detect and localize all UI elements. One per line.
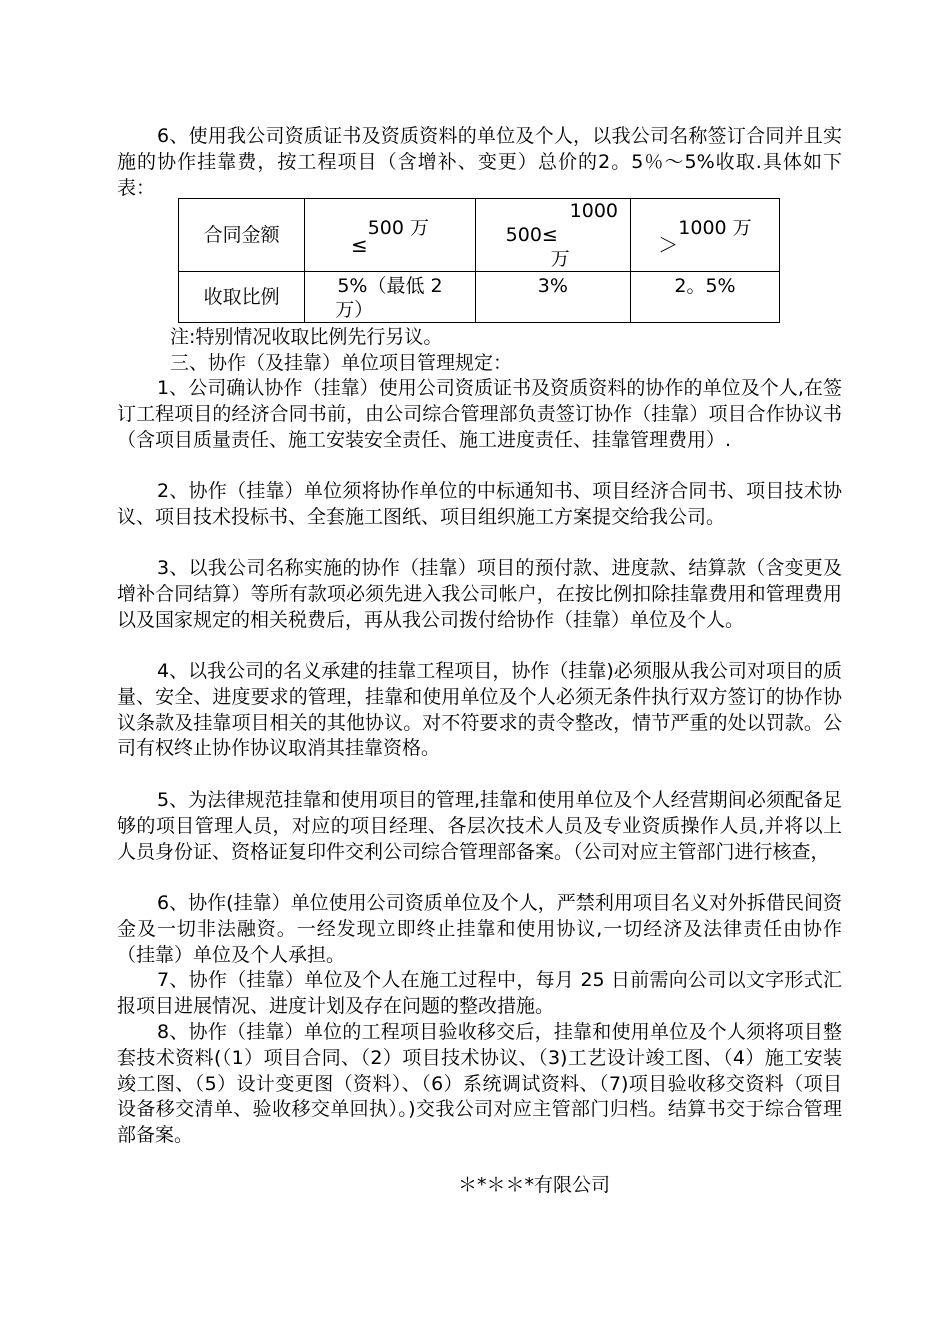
table-cell	[630, 199, 779, 272]
rule-paragraph-3: 3、以我公司名称实施的协作（挂靠）项目的预付款、进度款、结算款（含变更及增补合同结算）等所有款项必须先进入我公司帐户，在按比例扣除挂靠费用和管理费用以及国家规定的相关税费后，再从我公司拨付给协作（挂靠）单位及个人。	[117, 557, 842, 631]
rule-paragraph-6: 6、协作(挂靠）单位使用公司资质单位及个人，严禁利用项目名义对外拆借民间资金及一切非法融资。一经发现立即终止挂靠和使用协议,一切经济及法律责任由协作（挂靠）单位及个人承担。	[117, 892, 842, 966]
rate-tier1-line2: 万）	[335, 299, 374, 321]
section-heading: 三、协作（及挂靠）单位项目管理规定：	[170, 352, 513, 374]
range-unit: 万	[550, 248, 570, 270]
range-prefix: 500≤	[505, 224, 558, 246]
table-row	[179, 199, 780, 272]
table-cell	[305, 199, 475, 272]
threshold-over-1000: 1000 万	[678, 216, 752, 239]
leq-symbol: ≤	[350, 232, 368, 257]
gt-symbol: ＞	[658, 232, 679, 257]
table-header-label	[179, 199, 305, 272]
paragraph-fee-rule: 6、使用我公司资质证书及资质资料的单位及个人，以我公司名称签订合同并且实施的协作挂靠费，按工程项目（含增补、变更）总价的2。5％～5%收取.具体如下表：	[117, 125, 842, 199]
table-cell	[475, 272, 630, 323]
rate-tier2: 3%	[537, 275, 568, 297]
rate-label: 收取比例	[203, 286, 280, 308]
table-row	[179, 272, 780, 323]
threshold-1000: 1000	[569, 200, 618, 222]
rule-paragraph-8: 8、协作（挂靠）单位的工程项目验收移交后，挂靠和使用单位及个人须将项目整套技术资料(（1）项目合同、（2）项目技术协议、（3)工艺设计竣工图、（4）施工安装竣工图、（5）设计变更图（资料）、（6）系统调试资料、（7)项目验收移交资料（项目设备移交清单、验收移交单回执）。)交我公司对应主管部门归档。结算书交于综合管理部备案。	[117, 1021, 842, 1147]
rule-paragraph-2: 2、协作（挂靠）单位须将协作单位的中标通知书、项目经济合同书、项目技术协议、项目技术投标书、全套施工图纸、项目组织施工方案提交给我公司。	[117, 480, 842, 528]
range-500-1000	[488, 199, 618, 271]
company-signature: ＊*＊＊*有限公司	[458, 1174, 611, 1196]
table-note: 注:特别情况收取比例先行另议。	[170, 326, 443, 348]
table-cell	[305, 272, 475, 323]
contract-amount-label: 合同金额	[203, 224, 280, 246]
table-cell	[475, 199, 630, 272]
table-row-label	[179, 272, 305, 323]
rate-tier3: 2。5%	[674, 275, 736, 297]
rate-tier1-line1: 5%（最低 2	[337, 275, 443, 297]
rule-paragraph-1: 1、公司确认协作（挂靠）使用公司资质证书及资质资料的协作的单位及个人,在签订工程项目的经济合同书前，由公司综合管理部负责签订协作（挂靠）项目合作协议书（含项目质量责任、施工安装安全责任、施工进度责任、挂靠管理费用）.	[117, 377, 842, 451]
threshold-500: 500 万	[367, 216, 430, 239]
table-cell	[630, 272, 779, 323]
fee-rate-table	[178, 198, 780, 323]
rule-paragraph-7: 7、协作（挂靠）单位及个人在施工过程中，每月 25 日前需向公司以文字形式汇报项目进展情况、进度计划及存在问题的整改措施。	[117, 969, 842, 1017]
rule-paragraph-4: 4、以我公司的名义承建的挂靠工程项目，协作（挂靠)必须服从我公司对项目的质量、安全、进度要求的管理，挂靠和使用单位及个人必须无条件执行双方签订的协作协议条款及挂靠项目相关的其他协议。对不符要求的责令整改，情节严重的处以罚款。公司有权终止协作协议取消其挂靠资格。	[117, 660, 842, 760]
rule-paragraph-5: 5、为法律规范挂靠和使用项目的管理,挂靠和使用单位及个人经营期间必须配备足够的项目管理人员，对应的项目经理、各层次技术人员及专业资质操作人员,并将以上人员身份证、资格证复印件交利公司综合管理部备案。（公司对应主管部门进行核查，	[117, 789, 842, 863]
